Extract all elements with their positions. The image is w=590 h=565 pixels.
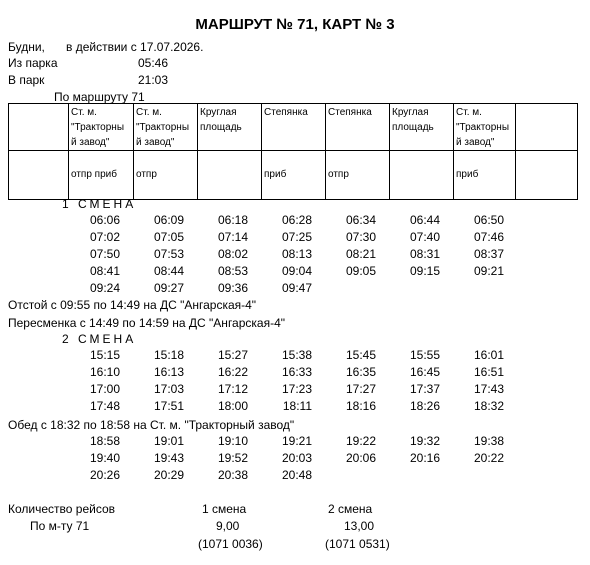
stop-header-cell: Ст. м. "Тракторны й завод" [134,104,198,151]
time-cell: 16:01 [473,348,504,362]
time-cell: 09:27 [153,281,184,295]
time-cell: 16:51 [473,365,504,379]
action-header-cell: отпр [326,151,390,200]
time-cell: 06:06 [89,213,120,227]
time-cell: 17:51 [153,399,184,413]
time-cell: 20:22 [473,451,504,465]
summary-shift2-label: 2 смена [328,502,373,516]
time-cell: 07:46 [473,230,504,244]
lunch-note: Обед с 18:32 по 18:58 на Ст. м. "Тракторный завод" [8,418,295,432]
time-cell: 06:18 [217,213,248,227]
action-header-cell: отпр [134,151,198,200]
summary-shift1-code: (1071 0036) [198,537,263,551]
stop-header-cell: Круглая площадь [390,104,454,151]
time-cell: 08:44 [153,264,184,278]
summary-shift1-label: 1 смена [202,502,247,516]
time-cell: 08:53 [217,264,248,278]
time-cell: 17:03 [153,382,184,396]
time-cell: 16:45 [409,365,440,379]
time-cell: 09:04 [281,264,312,278]
time-cell: 18:16 [345,399,376,413]
time-cell: 18:58 [89,434,120,448]
time-cell: 08:31 [409,247,440,261]
time-cell: 07:25 [281,230,312,244]
time-cell: 16:35 [345,365,376,379]
time-cell: 08:37 [473,247,504,261]
route-label: По маршруту 71 [54,90,145,104]
time-cell: 19:32 [409,434,440,448]
time-cell: 06:44 [409,213,440,227]
depart-label: Из парка [8,56,58,70]
shift2-label: 2 СМЕНА [62,332,137,346]
time-cell: 20:26 [89,468,120,482]
time-cell: 17:48 [89,399,120,413]
days-label: Будни, [8,40,45,54]
time-cell: 19:22 [345,434,376,448]
time-cell: 08:02 [217,247,248,261]
time-cell: 16:10 [89,365,120,379]
time-cell: 20:38 [217,468,248,482]
stop-header-cell: Степянка [326,104,390,151]
depart-time: 05:46 [138,56,169,70]
time-cell: 17:37 [409,382,440,396]
stop-header-cell: Ст. м. "Тракторны й завод" [454,104,516,151]
time-cell: 07:50 [89,247,120,261]
time-cell: 17:12 [217,382,248,396]
time-cell: 08:13 [281,247,312,261]
action-header-cell [9,151,69,200]
time-cell: 20:29 [153,468,184,482]
time-cell: 18:32 [473,399,504,413]
stops-header-table [8,103,578,200]
time-cell: 08:21 [345,247,376,261]
time-cell: 16:22 [217,365,248,379]
time-cell: 15:45 [345,348,376,362]
time-cell: 20:16 [409,451,440,465]
time-cell: 19:40 [89,451,120,465]
time-cell: 09:15 [409,264,440,278]
time-cell: 15:15 [89,348,120,362]
time-cell: 17:27 [345,382,376,396]
time-cell: 17:43 [473,382,504,396]
time-cell: 07:14 [217,230,248,244]
return-time: 21:03 [138,73,169,87]
action-header-cell [390,151,454,200]
shift-change-note: Пересменка с 14:49 по 14:59 на ДС "Ангарская-4" [8,316,286,330]
summary-route-label: По м-ту 71 [30,519,90,533]
time-cell: 09:36 [217,281,248,295]
time-cell: 06:50 [473,213,504,227]
stop-header-cell [9,104,69,151]
time-cell: 16:33 [281,365,312,379]
time-cell: 07:05 [153,230,184,244]
action-header-cell: отпр приб [69,151,134,200]
time-cell: 07:02 [89,230,120,244]
time-cell: 19:21 [281,434,312,448]
stop-header-cell: Степянка [262,104,326,151]
time-cell: 15:38 [281,348,312,362]
summary-shift1-value: 9,00 [216,519,240,533]
summary-shift2-value: 13,00 [344,519,375,533]
page-title: МАРШРУТ № 71, КАРТ № 3 [195,16,395,33]
time-cell: 09:21 [473,264,504,278]
action-header-cell: приб [262,151,326,200]
stop-header-cell: Ст. м. "Тракторны й завод" [69,104,134,151]
time-cell: 20:06 [345,451,376,465]
time-cell: 20:03 [281,451,312,465]
time-cell: 07:30 [345,230,376,244]
time-cell: 06:34 [345,213,376,227]
time-cell: 09:47 [281,281,312,295]
time-cell: 19:10 [217,434,248,448]
trips-label: Количество рейсов [8,502,116,516]
stop-header-cell: Круглая площадь [198,104,262,151]
time-cell: 06:28 [281,213,312,227]
return-label: В парк [8,73,45,87]
time-cell: 17:00 [89,382,120,396]
time-cell: 20:48 [281,468,312,482]
time-cell: 07:40 [409,230,440,244]
summary-shift2-code: (1071 0531) [325,537,390,551]
shift1-label: 1 СМЕНА [62,197,137,211]
time-cell: 06:09 [153,213,184,227]
time-cell: 18:26 [409,399,440,413]
time-cell: 18:11 [282,399,312,413]
time-cell: 07:53 [153,247,184,261]
time-cell: 16:13 [153,365,184,379]
time-cell: 19:01 [153,434,184,448]
time-cell: 15:55 [409,348,440,362]
time-cell: 09:05 [345,264,376,278]
time-cell: 09:24 [89,281,120,295]
time-cell: 15:27 [217,348,248,362]
layover-note: Отстой с 09:55 по 14:49 на ДС "Ангарская-4" [8,298,257,312]
time-cell: 19:38 [473,434,504,448]
time-cell: 15:18 [153,348,184,362]
time-cell: 08:41 [89,264,120,278]
action-header-cell: приб [454,151,516,200]
stop-header-cell [516,104,578,151]
valid-from-text: в действии с 17.07.2026. [66,40,204,54]
time-cell: 19:43 [153,451,184,465]
time-cell: 18:00 [217,399,248,413]
time-cell: 19:52 [217,451,248,465]
time-cell: 17:23 [281,382,312,396]
action-header-cell [516,151,578,200]
action-header-cell [198,151,262,200]
